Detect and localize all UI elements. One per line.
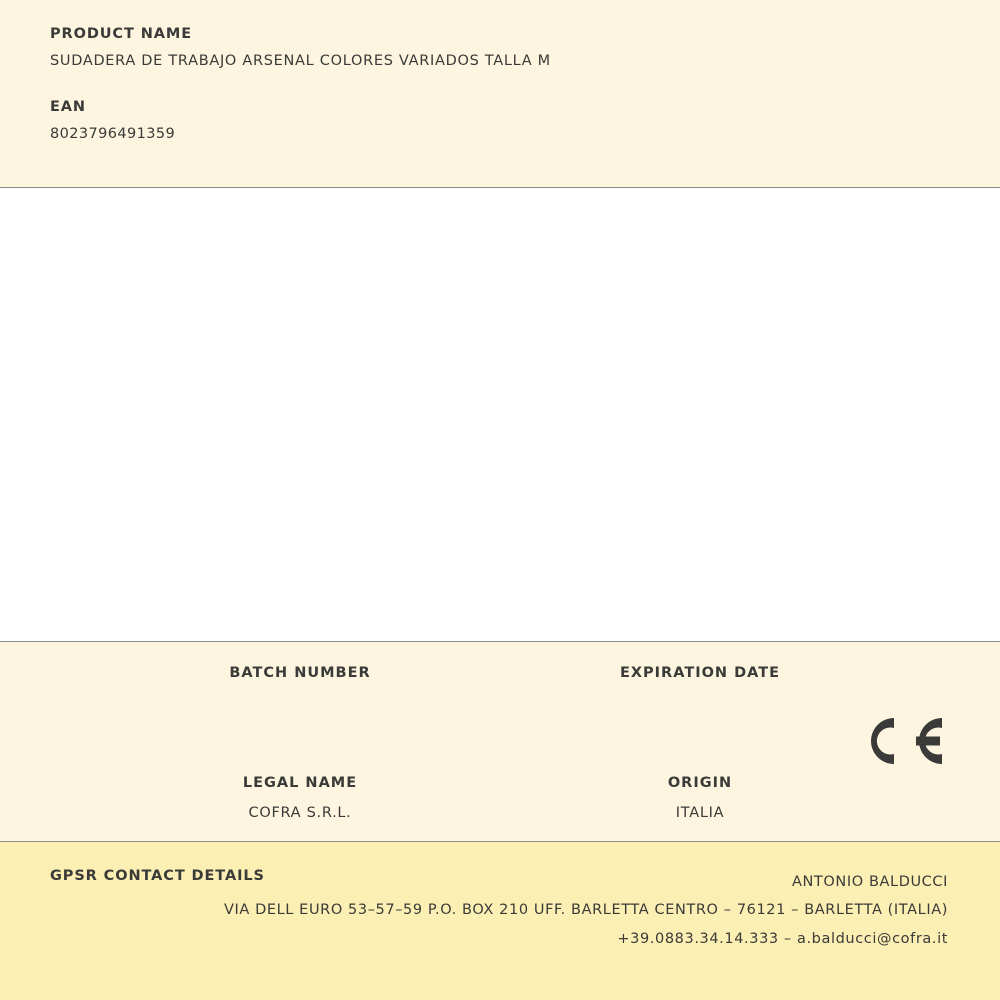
- gpsr-contact-phone-email: +39.0883.34.14.333 – a.balducci@cofra.it: [617, 930, 948, 947]
- expiration-date-label: EXPIRATION DATE: [619, 665, 781, 681]
- info-row-batch-expiration: [100, 664, 900, 712]
- ean-field: [50, 99, 950, 144]
- legal-name-value: COFRA S.R.L.: [248, 805, 352, 822]
- product-info-block: [0, 642, 1000, 842]
- product-name-value: SUDADERA DE TRABAJO ARSENAL COLORES VARIADOS TALLA M: [50, 53, 551, 70]
- gpsr-contact-name: ANTONIO BALDUCCI: [791, 874, 948, 890]
- blank-content-area: [0, 188, 1000, 642]
- ce-mark-icon: [858, 708, 948, 774]
- info-row-legal-origin: [100, 774, 900, 822]
- product-header-block: [0, 0, 1000, 188]
- ean-label: EAN: [50, 98, 86, 115]
- batch-number-value: [100, 694, 500, 712]
- product-name-field: [50, 26, 950, 71]
- info-row-spacer: [0, 712, 1000, 774]
- batch-number-cell: [100, 664, 500, 712]
- gpsr-contact-label: GPSR CONTACT DETAILS: [50, 868, 265, 884]
- batch-number-label: BATCH NUMBER: [229, 665, 371, 681]
- expiration-date-value: [500, 694, 900, 712]
- legal-name-label: LEGAL NAME: [242, 775, 358, 792]
- gpsr-contact-address: VIA DELL EURO 53–57–59 P.O. BOX 210 UFF. BARLETTA CENTRO – 76121 – BARLETTA (ITALIA): [223, 902, 948, 919]
- origin-label: ORIGIN: [667, 775, 733, 792]
- gpsr-footer-block: [0, 842, 1000, 1000]
- legal-name-cell: [100, 774, 500, 822]
- product-name-label: PRODUCT NAME: [50, 26, 193, 42]
- origin-value: ITALIA: [675, 805, 725, 822]
- ean-value: 8023796491359: [50, 126, 176, 143]
- expiration-date-cell: [500, 664, 900, 712]
- origin-cell: [500, 774, 900, 822]
